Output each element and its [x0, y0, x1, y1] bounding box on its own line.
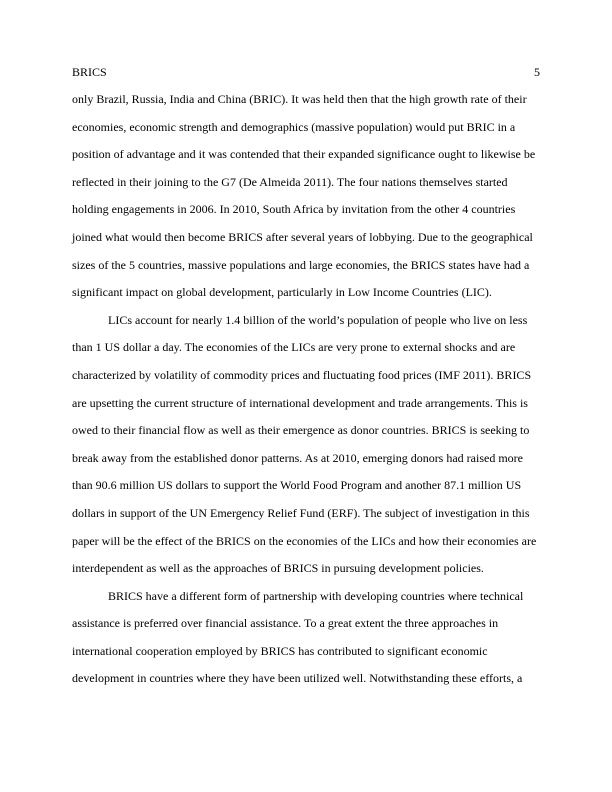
text-line: LICs account for nearly 1.4 billion of the world’s population of people who live on less: [108, 312, 528, 327]
text-line: than 1 US dollar a day. The economies of the LICs are very prone to external shocks and are: [72, 340, 516, 355]
text-line: international cooperation employed by BRICS has contributed to significant economic: [72, 643, 488, 658]
text-line: significant impact on global development, particularly in Low Income Countries (LIC).: [72, 285, 492, 300]
paragraph: [72, 583, 540, 693]
text-line: sizes of the 5 countries, massive populations and large economies, the BRICS states have had a: [72, 257, 530, 272]
text-line: paper will be the effect of the BRICS on the economies of the LICs and how their economies are: [72, 533, 537, 548]
text-line: are upsetting the current structure of international development and trade arrangements. This is: [72, 395, 528, 410]
page-number: 5: [534, 65, 540, 79]
text-line: development in countries where they have been utilized well. Notwithstanding these efforts, a: [72, 671, 523, 686]
running-head: BRICS: [72, 65, 107, 79]
text-line: than 90.6 million US dollars to support the World Food Program and another 87.1 million US: [72, 478, 522, 493]
text-line: dollars in support of the UN Emergency Relief Fund (ERF). The subject of investigation in this: [72, 505, 530, 520]
text-line: interdependent as well as the approaches of BRICS in pursuing development policies.: [72, 561, 484, 576]
text-line: break away from the established donor patterns. As at 2010, emerging donors had raised more: [72, 450, 523, 465]
paragraph: [72, 307, 540, 583]
page-header: [72, 64, 540, 80]
text-line: joined what would then become BRICS after several years of lobbying. Due to the geographical: [72, 229, 533, 244]
text-line: only Brazil, Russia, India and China (BRIC). It was held then that the high growth rate of their: [72, 92, 527, 106]
document-body: [72, 86, 540, 693]
text-line: owed to their financial flow as well as their emergence as donor countries. BRICS is seeking to: [72, 423, 530, 438]
text-line: position of advantage and it was contended that their expanded significance ought to likewise be: [72, 147, 536, 162]
text-line: BRICS have a different form of partnership with developing countries where technical: [108, 588, 524, 603]
text-line: assistance is preferred over financial assistance. To a great extent the three approaches in: [72, 616, 499, 631]
text-line: characterized by volatility of commodity prices and fluctuating food prices (IMF 2011). BRICS: [72, 367, 532, 382]
text-line: reflected in their joining to the G7 (De Almeida 2011). The four nations themselves started: [72, 174, 508, 189]
paragraph: [72, 86, 540, 307]
text-line: economies, economic strength and demographics (massive population) would put BRIC in a: [72, 119, 516, 134]
text-line: holding engagements in 2006. In 2010, South Africa by invitation from the other 4 countries: [72, 202, 516, 217]
